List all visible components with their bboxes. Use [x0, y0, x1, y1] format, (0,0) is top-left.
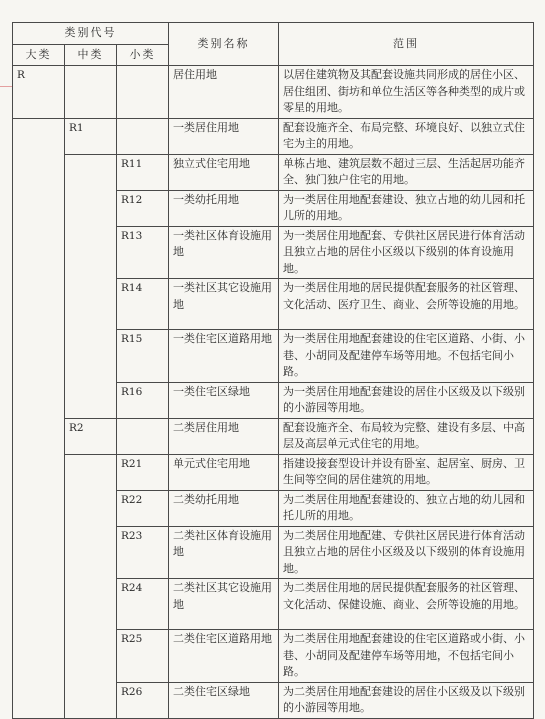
minor-code-cell: R11 — [117, 154, 169, 190]
scope-cell: 为一类居住用地配套、专供社区居民进行体育活动且独立占地的居住小区级以下级别的体育设施用地。 — [279, 226, 534, 279]
minor-code-cell — [117, 66, 169, 119]
category-name-cell: 二类居住用地 — [169, 418, 279, 454]
scope-cell: 为二类居住用地配套建设的、独立占地的幼儿园和托儿所的用地。 — [279, 490, 534, 526]
header-medium-class: 中类 — [65, 44, 117, 66]
minor-code-cell: R26 — [117, 682, 169, 718]
medium-code-cell: R1 — [65, 118, 117, 154]
header-row-1 — [13, 23, 534, 45]
header-scope: 范围 — [279, 23, 534, 66]
scope-cell: 为二类居住用地配建、专供社区居民进行体育活动且独立占地的居住小区级及以下级别的体育设施用地。 — [279, 526, 534, 579]
scope-cell: 为一类居住用地配套建设、独立占地的幼儿园和托儿所的用地。 — [279, 190, 534, 226]
minor-code-cell: R25 — [117, 630, 169, 683]
category-name-cell: 一类社区体育设施用地 — [169, 226, 279, 279]
scope-cell: 为一类居住用地的居民提供配套服务的社区管理、文化活动、医疗卫生、商业、会所等设施的用地。 — [279, 279, 534, 330]
margin-mark — [0, 86, 12, 87]
category-name-cell: 二类社区其它设施用地 — [169, 579, 279, 630]
header-category-code: 类别代号 — [13, 23, 169, 45]
scope-cell: 为二类居住用地的居民提供配套服务的社区管理、文化活动、保健设施、商业、会所等设施的用地。 — [279, 579, 534, 630]
medium-code-cell — [65, 454, 117, 718]
category-name-cell: 一类居住用地 — [169, 118, 279, 154]
medium-code-cell — [65, 66, 117, 119]
minor-code-cell: R16 — [117, 382, 169, 418]
scope-cell: 为一类居住用地配套建设的居住小区级及以下级别的小游园等用地。 — [279, 382, 534, 418]
scope-cell: 单栋占地、建筑层数不超过三层、生活起居功能齐全、独门独户住宅的用地。 — [279, 154, 534, 190]
category-name-cell: 一类住宅区道路用地 — [169, 330, 279, 383]
scope-cell: 为一类居住用地配套建设的住宅区道路、小街、小巷、小胡同及配建停车场等用地。不包括宅间小路。 — [279, 330, 534, 383]
category-name-cell: 二类住宅区绿地 — [169, 682, 279, 718]
category-name-cell: 居住用地 — [169, 66, 279, 119]
scope-cell: 配套设施齐全、布局完整、环境良好、以独立式住宅为主的用地。 — [279, 118, 534, 154]
minor-code-cell: R21 — [117, 454, 169, 490]
table-row — [13, 418, 534, 454]
scope-cell: 以居住建筑物及其配套设施共同形成的居住小区、居住组团、街坊和单位生活区等各种类型的成片或零星的用地。 — [279, 66, 534, 119]
category-name-cell: 一类幼托用地 — [169, 190, 279, 226]
table-row — [13, 154, 534, 190]
minor-code-cell — [117, 118, 169, 154]
minor-code-cell: R24 — [117, 579, 169, 630]
scope-cell: 配套设施齐全、布局较为完整、建设有多层、中高层及高层单元式住宅的用地。 — [279, 418, 534, 454]
table-row — [13, 66, 534, 119]
medium-code-cell — [65, 154, 117, 418]
category-name-cell: 二类社区体育设施用地 — [169, 526, 279, 579]
category-name-cell: 独立式住宅用地 — [169, 154, 279, 190]
land-use-table-page — [12, 22, 533, 719]
table-row — [13, 118, 534, 154]
minor-code-cell: R14 — [117, 279, 169, 330]
minor-code-cell: R15 — [117, 330, 169, 383]
category-name-cell: 二类幼托用地 — [169, 490, 279, 526]
category-name-cell: 一类社区其它设施用地 — [169, 279, 279, 330]
table-row — [13, 454, 534, 490]
scope-cell: 为二类居住用地配套建设的居住小区级及以下级别的小游园等用地。 — [279, 682, 534, 718]
minor-code-cell: R22 — [117, 490, 169, 526]
medium-code-cell: R2 — [65, 418, 117, 454]
scope-cell: 为二类居住用地配套建设的住宅区道路或小街、小巷、小胡同及配建停车场等用地，不包括宅间小路。 — [279, 630, 534, 683]
minor-code-cell: R12 — [117, 190, 169, 226]
header-major-class: 大类 — [13, 44, 65, 66]
minor-code-cell: R13 — [117, 226, 169, 279]
major-code-cell — [13, 118, 65, 718]
minor-code-cell — [117, 418, 169, 454]
scope-cell: 指建设接套型设计并设有卧室、起居室、厨房、卫生间等空间的居住建筑的用地。 — [279, 454, 534, 490]
land-use-classification-table — [12, 22, 534, 719]
category-name-cell: 一类住宅区绿地 — [169, 382, 279, 418]
major-code-cell: R — [13, 66, 65, 119]
header-minor-class: 小类 — [117, 44, 169, 66]
minor-code-cell: R23 — [117, 526, 169, 579]
category-name-cell: 单元式住宅用地 — [169, 454, 279, 490]
header-category-name: 类别名称 — [169, 23, 279, 66]
category-name-cell: 二类住宅区道路用地 — [169, 630, 279, 683]
